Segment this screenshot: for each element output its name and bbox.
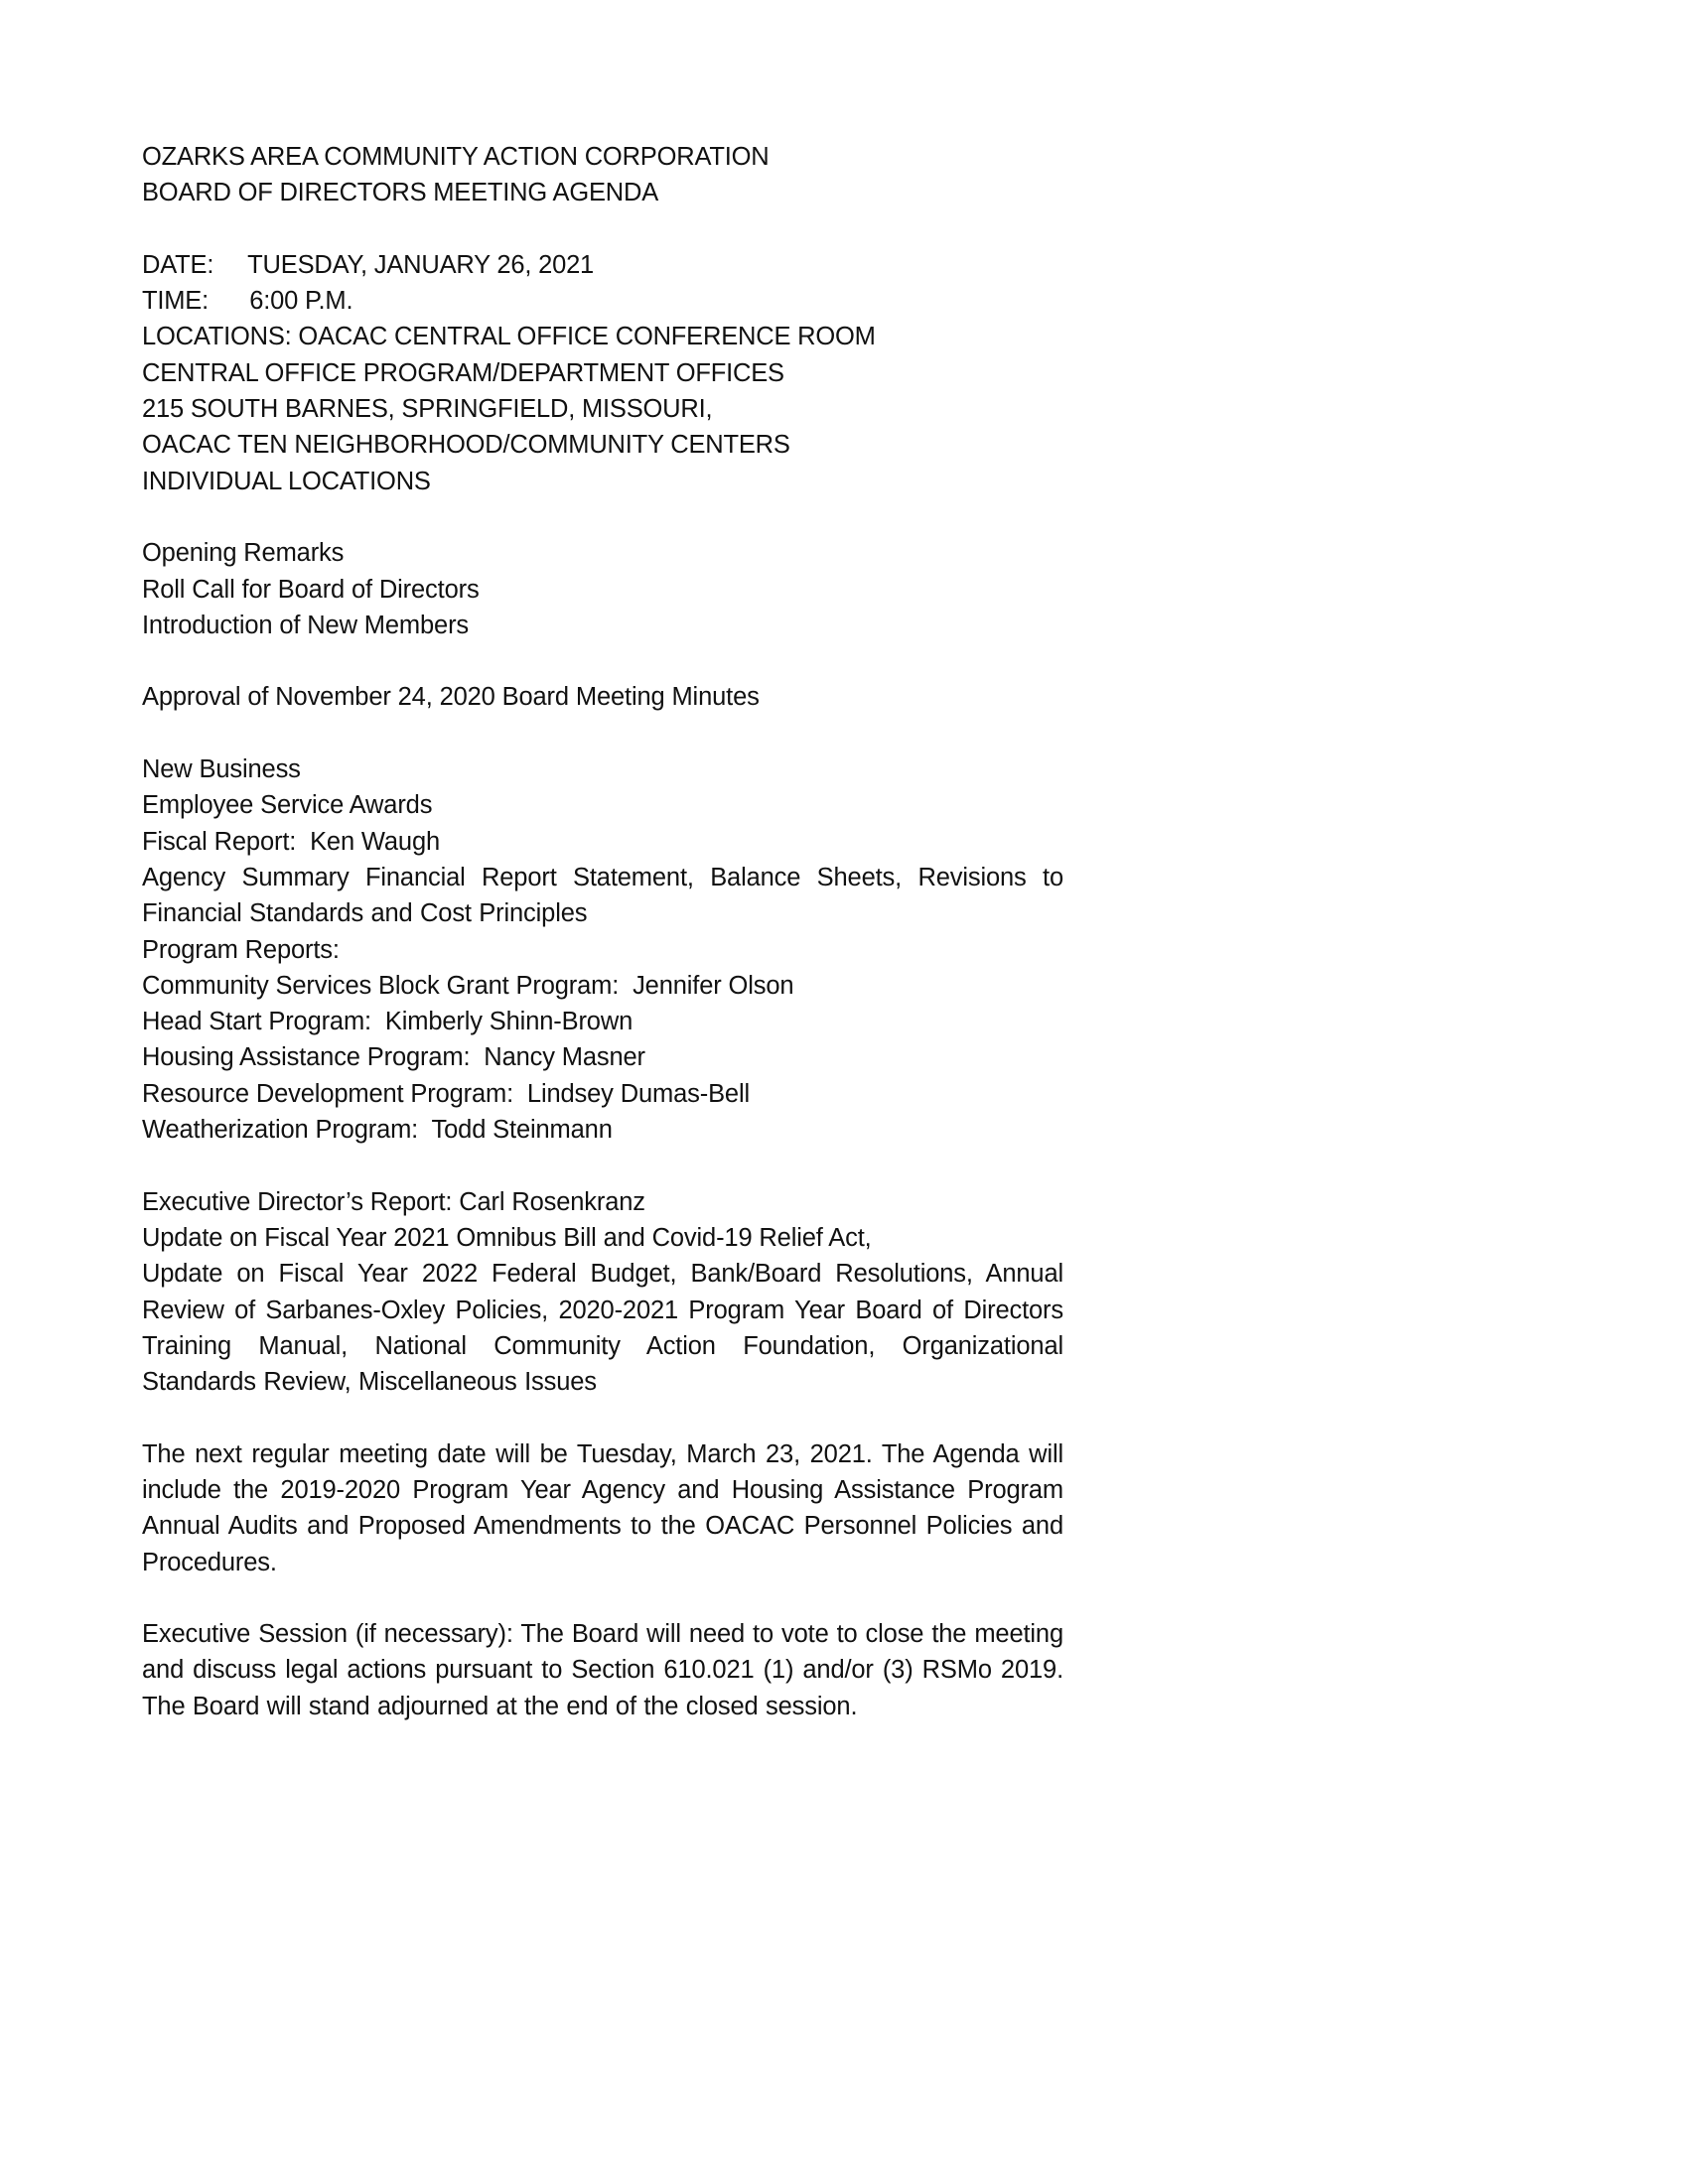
meeting-location-line-5: INDIVIDUAL LOCATIONS bbox=[142, 467, 431, 495]
spacer-after-opening bbox=[142, 643, 1063, 679]
executive-director-heading: Executive Director’s Report: Carl Rosenkranz bbox=[142, 1187, 645, 1216]
program-reports-heading: Program Reports: bbox=[142, 935, 340, 964]
meeting-location-line-2: CENTRAL OFFICE PROGRAM/DEPARTMENT OFFICES bbox=[142, 358, 784, 387]
executive-director-section bbox=[142, 1184, 1063, 1401]
opening-items bbox=[142, 535, 1063, 643]
meeting-details bbox=[142, 247, 1063, 499]
meeting-date-line: DATE: TUESDAY, JANUARY 26, 2021 bbox=[142, 250, 595, 279]
new-business-section bbox=[142, 751, 1063, 1148]
title-line-1: OZARKS AREA COMMUNITY ACTION CORPORATION bbox=[142, 143, 770, 171]
spacer-after-next-meeting bbox=[142, 1580, 1063, 1616]
financial-report-paragraph: Agency Summary Financial Report Statement, Balance Sheets, Revisions to Financial Standards and Cost Principles bbox=[142, 863, 1063, 928]
program-report-resource-development: Resource Development Program: Lindsey Dumas-Bell bbox=[142, 1079, 750, 1108]
document-title bbox=[142, 139, 1063, 211]
agenda-body bbox=[142, 139, 1063, 1724]
opening-item-3: Introduction of New Members bbox=[142, 611, 470, 639]
meeting-time-line: TIME: 6:00 P.M. bbox=[142, 287, 353, 316]
executive-director-update-paragraph: Update on Fiscal Year 2022 Federal Budget, Bank/Board Resolutions, Annual Review of Sarbanes-Oxley Policies, 2020-2021 Program Year Board of Directors Training Manual, National Community Action Foundation, Organizational Standards Review, Miscellaneous Issues bbox=[142, 1260, 1063, 1397]
spacer-after-executive-director bbox=[142, 1400, 1063, 1435]
program-report-weatherization: Weatherization Program: Todd Steinmann bbox=[142, 1116, 613, 1145]
new-business-heading: New Business bbox=[142, 755, 301, 784]
meeting-location-line-4: OACAC TEN NEIGHBORHOOD/COMMUNITY CENTERS bbox=[142, 431, 790, 460]
program-report-head-start: Head Start Program: Kimberly Shinn-Brown bbox=[142, 1008, 633, 1036]
spacer-after-title bbox=[142, 211, 1063, 247]
opening-item-1: Opening Remarks bbox=[142, 539, 345, 568]
new-business-item-1: Employee Service Awards bbox=[142, 791, 433, 820]
program-report-housing: Housing Assistance Program: Nancy Masner bbox=[142, 1043, 645, 1072]
spacer-after-program-reports bbox=[142, 1148, 1063, 1183]
executive-director-update-line: Update on Fiscal Year 2021 Omnibus Bill and Covid-19 Relief Act, bbox=[142, 1223, 872, 1252]
title-line-2: BOARD OF DIRECTORS MEETING AGENDA bbox=[142, 179, 658, 207]
program-report-csbg: Community Services Block Grant Program: Jennifer Olson bbox=[142, 971, 794, 1000]
opening-item-2: Roll Call for Board of Directors bbox=[142, 575, 480, 604]
next-meeting-paragraph: The next regular meeting date will be Tuesday, March 23, 2021. The Agenda will include the 2019-2020 Program Year Agency and Housing Assistance Program Annual Audits and Proposed Amendments to the OACAC Personnel Policies and Procedures. bbox=[142, 1439, 1063, 1576]
new-business-item-2: Fiscal Report: Ken Waugh bbox=[142, 827, 441, 856]
spacer-after-approval bbox=[142, 716, 1063, 751]
meeting-location-line-3: 215 SOUTH BARNES, SPRINGFIELD, MISSOURI, bbox=[142, 395, 713, 424]
approval-item: Approval of November 24, 2020 Board Meeting Minutes bbox=[142, 683, 760, 712]
executive-session-paragraph: Executive Session (if necessary): The Board will need to vote to close the meeting and discuss legal actions pursuant to Section 610.021 (1) and/or (3) RSMo 2019. The Board will stand adjourned at the end of the closed session. bbox=[142, 1620, 1063, 1720]
meeting-location-line-1: LOCATIONS: OACAC CENTRAL OFFICE CONFERENCE ROOM bbox=[142, 323, 876, 351]
spacer-after-details bbox=[142, 499, 1063, 535]
